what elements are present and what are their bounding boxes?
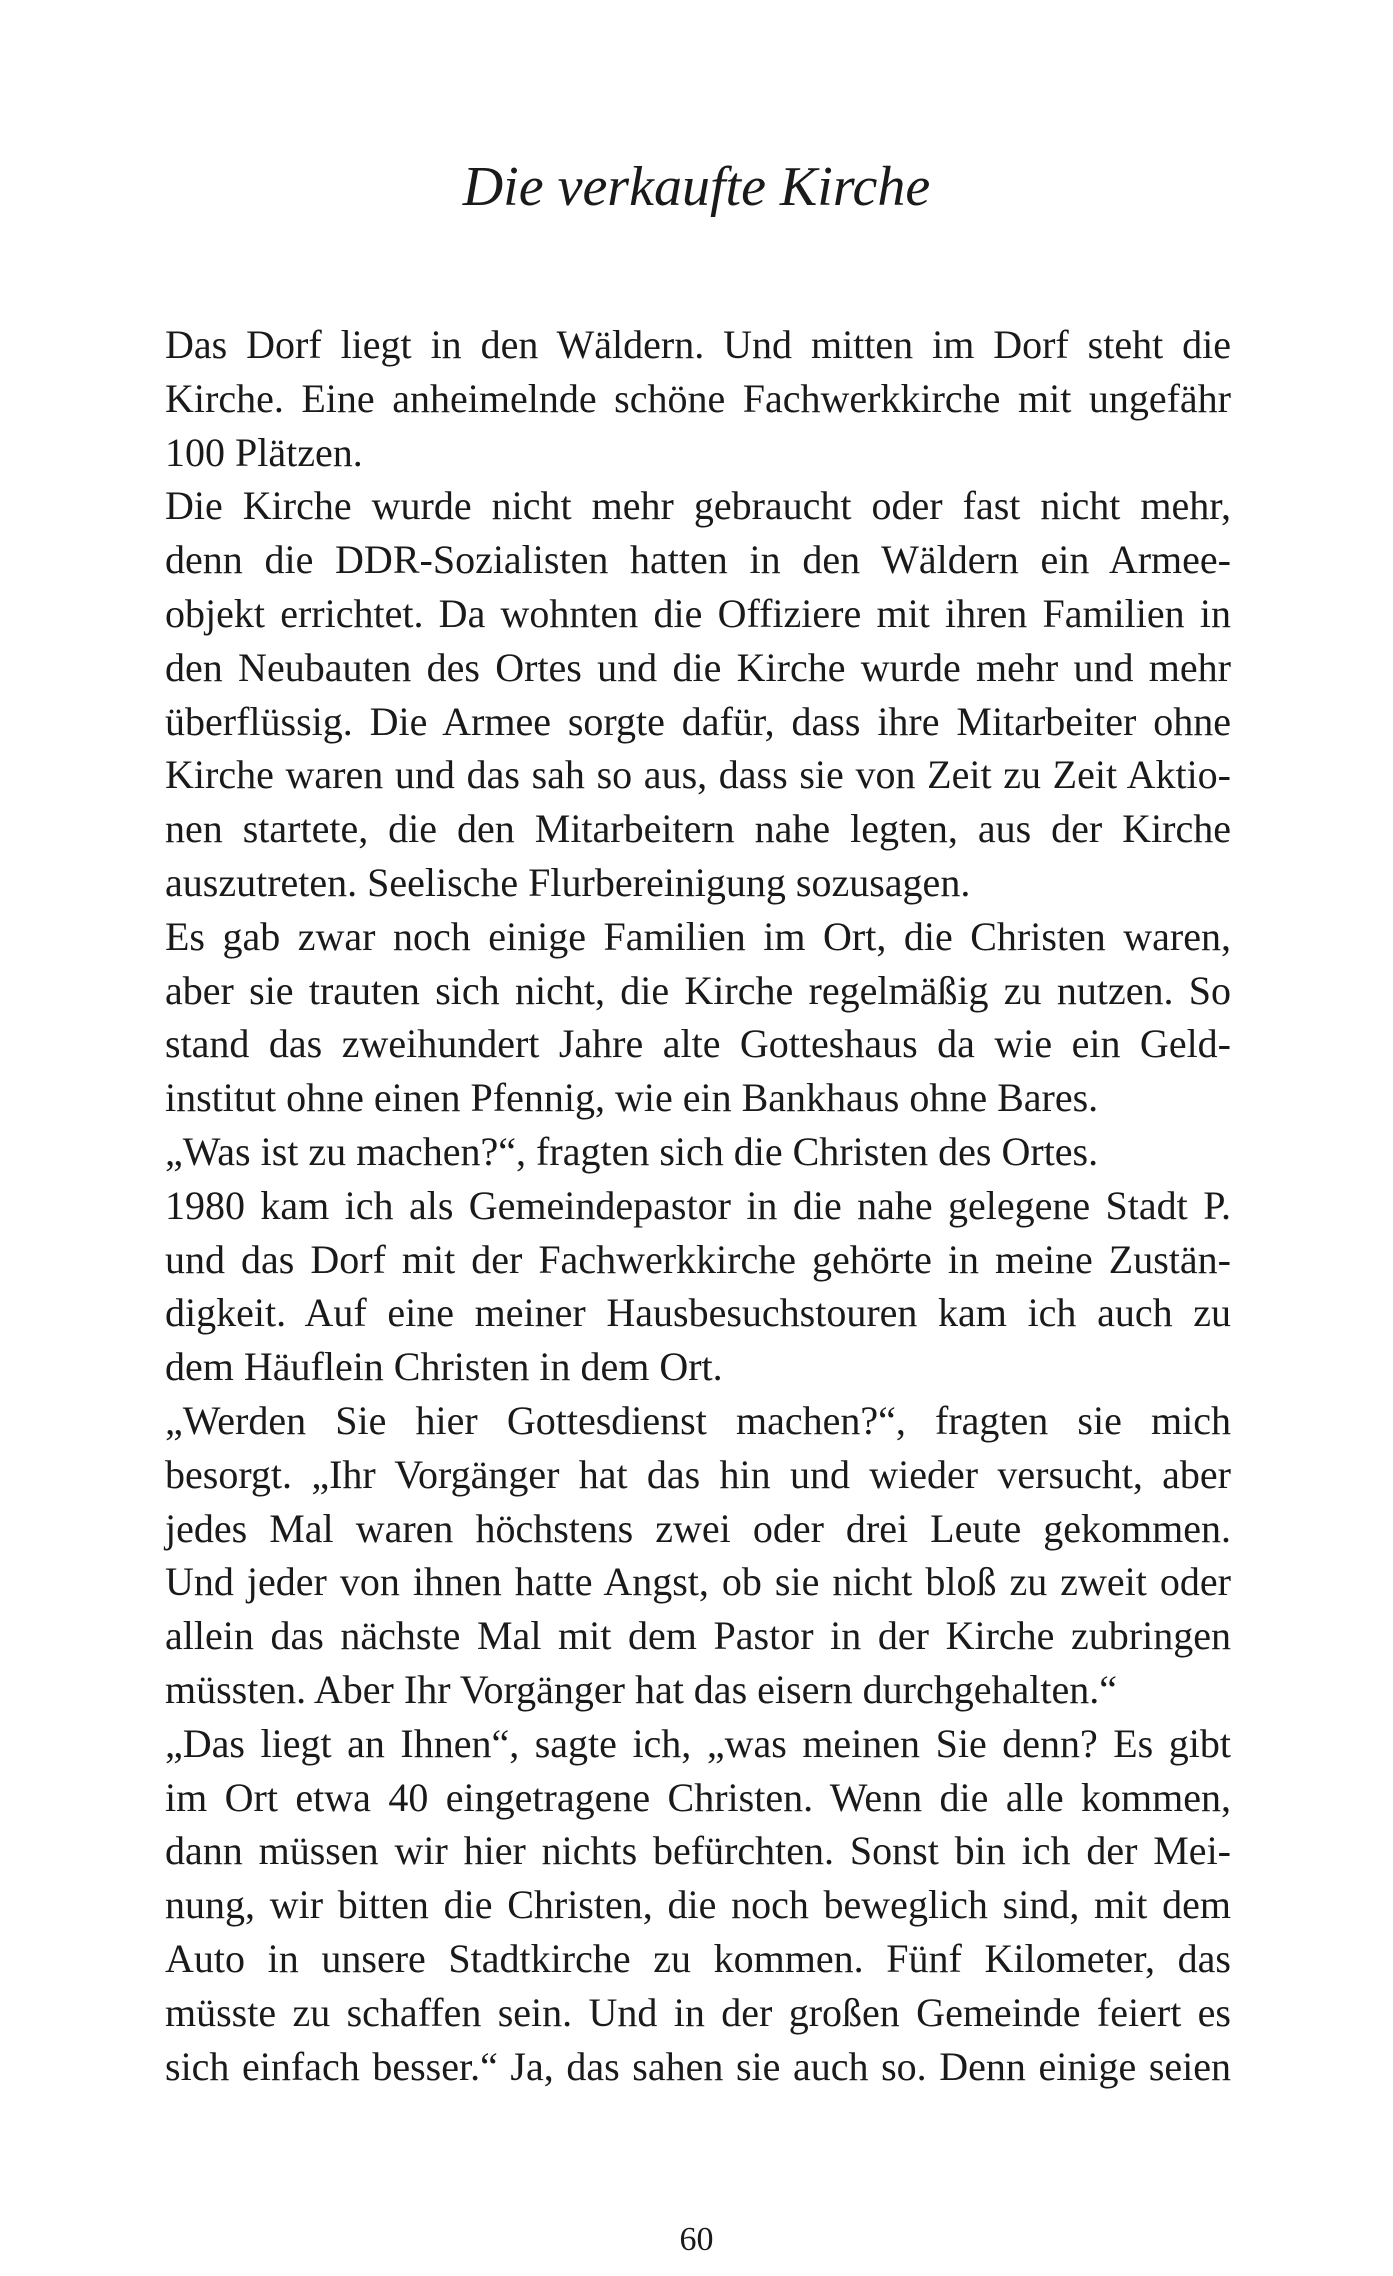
text-line: müsste zu schaffen sein. Und in der großen Gemeinde feiert es [165,1989,1231,2035]
text-line: Und jeder von ihnen hatte Angst, ob sie nicht bloß zu zweit oder [165,1559,1231,1605]
text-line: sich einfach besser.“ Ja, das sahen sie auch so. Denn einige seien [165,2043,1231,2089]
text-line: denn die DDR-Sozialisten hatten in den Wäldern ein Armee- [165,537,1231,583]
text-line: allein das nächste Mal mit dem Pastor in der Kirche zubringen [165,1613,1231,1659]
text-line: Auto in unsere Stadtkirche zu kommen. Fünf Kilometer, das [165,1935,1231,1981]
text-line: überflüssig. Die Armee sorgte dafür, dass ihre Mitarbeiter ohne [165,698,1231,744]
text-line: digkeit. Auf eine meiner Hausbesuchstouren kam ich auch zu [165,1290,1231,1336]
text-line: Die Kirche wurde nicht mehr gebraucht oder fast nicht mehr, [165,483,1231,529]
text-line: institut ohne einen Pfennig, wie ein Bankhaus ohne Bares. [165,1075,1099,1121]
text-line: „Werden Sie hier Gottesdienst machen?“, fragten sie mich [165,1397,1231,1443]
text-line: 1980 kam ich als Gemeindepastor in die nahe gelegene Stadt P. [165,1182,1231,1228]
text-line: auszutreten. Seelische Flurbereinigung sozusagen. [165,859,971,905]
text-line: Kirche. Eine anheimelnde schöne Fachwerkkirche mit ungefähr [165,375,1231,421]
text-line: nung, wir bitten die Christen, die noch beweglich sind, mit dem [165,1882,1231,1928]
text-line: jedes Mal waren höchstens zwei oder drei Leute gekommen. [165,1505,1231,1551]
text-line: „Das liegt an Ihnen“, sagte ich, „was meinen Sie denn? Es gibt [165,1720,1231,1766]
text-line: den Neubauten des Ortes und die Kirche wurde mehr und mehr [165,644,1231,690]
page-number: 60 [679,2221,714,2258]
text-line: Kirche waren und das sah so aus, dass sie von Zeit zu Zeit Aktio- [165,752,1231,798]
text-line: Es gab zwar noch einige Familien im Ort, die Christen waren, [165,913,1231,959]
text-line: objekt errichtet. Da wohnten die Offiziere mit ihren Familien in [165,590,1231,636]
text-line: „Was ist zu machen?“, fragten sich die Christen des Ortes. [165,1128,1099,1174]
text-line: 100 Plätzen. [165,429,363,475]
text-line: dem Häuflein Christen in dem Ort. [165,1344,723,1390]
text-line: dann müssen wir hier nichts befürchten. Sonst bin ich der Mei- [165,1828,1231,1874]
text-line: besorgt. „Ihr Vorgänger hat das hin und wieder versucht, aber [165,1451,1231,1497]
text-line: und das Dorf mit der Fachwerkkirche gehörte in meine Zustän- [165,1236,1231,1282]
text-line: Das Dorf liegt in den Wäldern. Und mitten im Dorf steht die [165,322,1231,367]
chapter-title: Die verkaufte Kirche [462,156,931,218]
text-line: nen startete, die den Mitarbeitern nahe legten, aus der Kirche [165,806,1231,852]
text-line: müssten. Aber Ihr Vorgänger hat das eisern durchgehalten.“ [165,1666,1117,1712]
text-line: im Ort etwa 40 eingetragene Christen. Wenn die alle kommen, [165,1774,1231,1820]
text-line: aber sie trauten sich nicht, die Kirche regelmäßig zu nutzen. So [165,967,1231,1013]
text-line: stand das zweihundert Jahre alte Gotteshaus da wie ein Geld- [165,1021,1231,1067]
body-text [165,318,1231,2093]
